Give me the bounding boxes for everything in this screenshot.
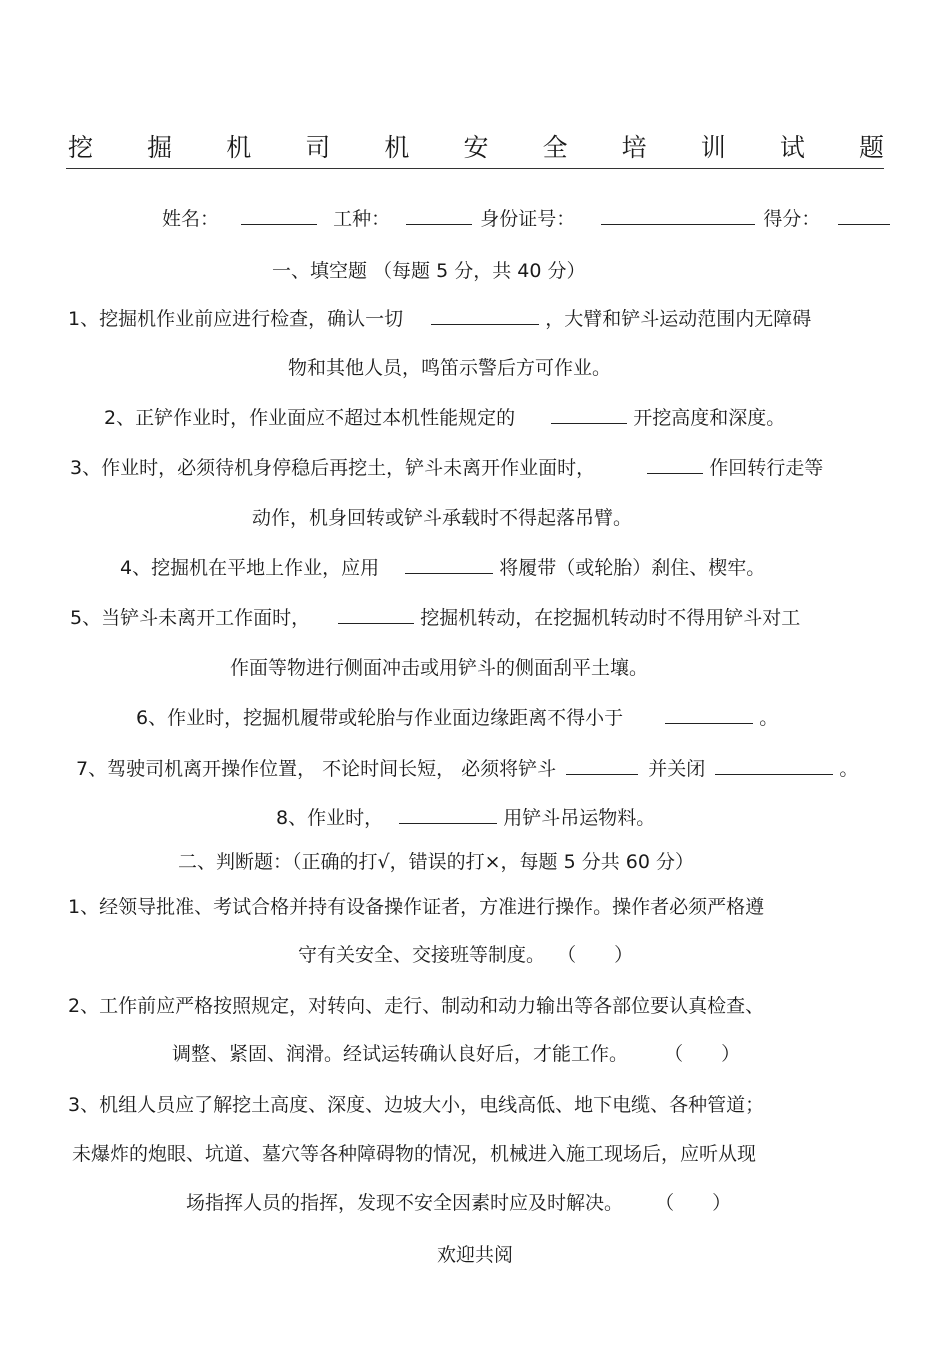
fill-question-6	[136, 705, 778, 731]
title-char: 试	[779, 133, 805, 162]
job-blank[interactable]	[406, 206, 472, 225]
answer-blank[interactable]	[647, 455, 703, 474]
question-text: 用铲斗吊运物料。	[503, 807, 656, 829]
question-text: 将履带（或轮胎）刹住、楔牢。	[499, 557, 766, 579]
answer-parentheses[interactable]: （ ）	[655, 1192, 732, 1214]
answer-blank[interactable]	[665, 705, 753, 724]
fill-question-7	[76, 756, 858, 782]
fill-question-1	[68, 306, 811, 332]
judge-question-3-cont: 未爆炸的炮眼、坑道、墓穴等各种障碍物的情况，机械进入施工现场后，应听从现	[72, 1143, 757, 1165]
question-text: 。	[839, 758, 859, 780]
answer-blank[interactable]	[399, 805, 497, 824]
question-text: 场指挥人员的指挥，发现不安全因素时应及时解决。	[186, 1192, 624, 1214]
name-label: 姓名：	[162, 208, 220, 230]
title-char: 安	[463, 133, 489, 162]
section2-heading: 二、判断题：（正确的打√，错误的打×，每题 5 分共 60 分）	[178, 851, 694, 873]
fill-question-5-cont: 作面等物进行侧面冲击或用铲斗的侧面刮平土壤。	[230, 657, 649, 679]
answer-blank[interactable]	[431, 306, 539, 325]
judge-question-3: 3、机组人员应了解挖土高度、深度、边坡大小，电线高低、地下电缆、各种管道；	[68, 1094, 765, 1116]
job-label: 工种：	[333, 208, 391, 230]
question-text: 1、挖掘机作业前应进行检查，确认一切	[68, 308, 404, 330]
score-label: 得分：	[763, 208, 821, 230]
fill-question-3-cont: 动作，机身回转或铲斗承载时不得起落吊臂。	[252, 507, 633, 529]
fill-question-4	[120, 555, 765, 581]
title-char: 培	[621, 133, 647, 162]
answer-parentheses[interactable]: （ ）	[557, 944, 634, 966]
answer-blank[interactable]	[405, 555, 493, 574]
fill-question-2	[104, 405, 785, 431]
id-blank[interactable]	[601, 206, 755, 225]
title-char: 掘	[147, 133, 173, 162]
question-text: 调整、紧固、润滑。经试运转确认良好后，才能工作。	[172, 1043, 629, 1065]
question-text: ，大臂和铲斗运动范围内无障碍	[545, 308, 812, 330]
fill-question-5	[70, 605, 800, 631]
judge-question-3-cont2	[186, 1190, 731, 1216]
question-text: 3、作业时，必须待机身停稳后再挖土，铲斗未离开作业面时，	[70, 457, 596, 479]
document-title	[68, 128, 884, 164]
question-text: 6、作业时，挖掘机履带或轮胎与作业面边缘距离不得小于	[136, 707, 624, 729]
answer-parentheses[interactable]: （ ）	[664, 1043, 741, 1065]
answer-blank[interactable]	[338, 605, 414, 624]
title-char: 训	[700, 133, 726, 162]
question-text: 4、挖掘机在平地上作业，应用	[120, 557, 380, 579]
question-text: 挖掘机转动，在挖掘机转动时不得用铲斗对工	[420, 607, 801, 629]
answer-blank[interactable]	[566, 756, 638, 775]
title-char: 全	[542, 133, 568, 162]
question-text: 2、正铲作业时，作业面应不超过本机性能规定的	[104, 407, 516, 429]
question-text: 开挖高度和深度。	[633, 407, 786, 429]
answer-blank[interactable]	[715, 756, 833, 775]
question-text: 并关闭	[648, 758, 706, 780]
question-text: 守有关安全、交接班等制度。	[298, 944, 546, 966]
judge-question-2-cont	[172, 1041, 740, 1067]
score-blank[interactable]	[838, 206, 890, 225]
fill-question-8	[276, 805, 655, 831]
judge-question-1: 1、经领导批准、考试合格并持有设备操作证者，方准进行操作。操作者必须严格遵	[68, 896, 765, 918]
footer-text: 欢迎共阅	[436, 1244, 513, 1266]
judge-question-1-cont	[298, 942, 633, 968]
question-text: 。	[759, 707, 779, 729]
answer-blank[interactable]	[551, 405, 627, 424]
title-char: 题	[858, 133, 884, 162]
question-text: 8、作业时，	[276, 807, 384, 829]
question-text: 作回转行走等	[709, 457, 824, 479]
title-underline	[66, 168, 884, 169]
title-char: 挖	[68, 133, 94, 162]
title-char: 机	[226, 133, 252, 162]
question-text: 7、驾驶司机离开操作位置， 不论时间长短， 必须将铲斗	[76, 758, 557, 780]
name-blank[interactable]	[241, 206, 317, 225]
title-char: 司	[305, 133, 331, 162]
section1-heading: 一、填空题 （每题 5 分，共 40 分）	[272, 260, 586, 282]
id-label: 身份证号：	[480, 208, 576, 230]
title-char: 机	[384, 133, 410, 162]
info-row	[162, 206, 890, 232]
fill-question-1-cont: 物和其他人员，鸣笛示警后方可作业。	[288, 357, 612, 379]
question-text: 5、当铲斗未离开工作面时，	[70, 607, 311, 629]
judge-question-2: 2、工作前应严格按照规定，对转向、走行、制动和动力输出等各部位要认真检查、	[68, 995, 765, 1017]
fill-question-3	[70, 455, 823, 481]
